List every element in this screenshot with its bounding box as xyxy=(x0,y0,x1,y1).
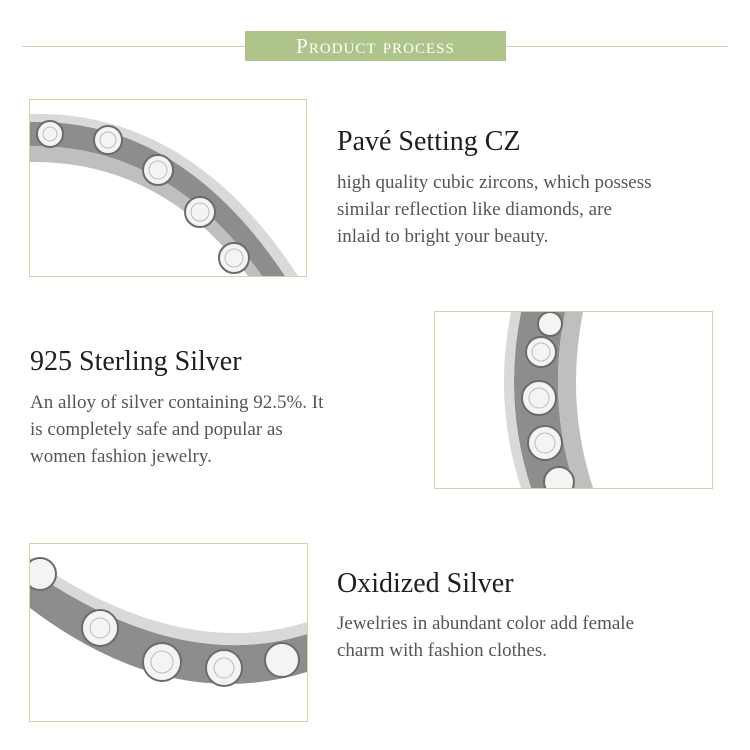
feature-heading-pave: Pavé Setting CZ xyxy=(337,126,521,157)
section-title-banner: Product process xyxy=(245,31,506,61)
feature-description-silver xyxy=(30,389,323,470)
description-line: similar reflection like diamonds, are xyxy=(337,199,612,220)
description-line: charm with fashion clothes. xyxy=(337,640,548,661)
feature-description-oxidized xyxy=(337,610,634,664)
sterling-silver-image xyxy=(434,311,713,489)
pave-setting-image xyxy=(29,99,307,277)
feature-heading-oxidized: Oxidized Silver xyxy=(337,568,514,599)
description-line: inlaid to bright your beauty. xyxy=(337,226,549,247)
oxidized-silver-image xyxy=(29,543,308,722)
description-line: women fashion jewelry. xyxy=(30,446,212,467)
description-line: high quality cubic zircons, which possess xyxy=(337,172,652,193)
description-line: Jewelries in abundant color add female xyxy=(337,613,635,634)
feature-heading-silver: 925 Sterling Silver xyxy=(30,346,242,377)
feature-description-pave xyxy=(337,169,652,250)
description-line: is completely safe and popular as xyxy=(30,419,283,440)
description-line: An alloy of silver containing 92.5%. It xyxy=(30,392,324,413)
